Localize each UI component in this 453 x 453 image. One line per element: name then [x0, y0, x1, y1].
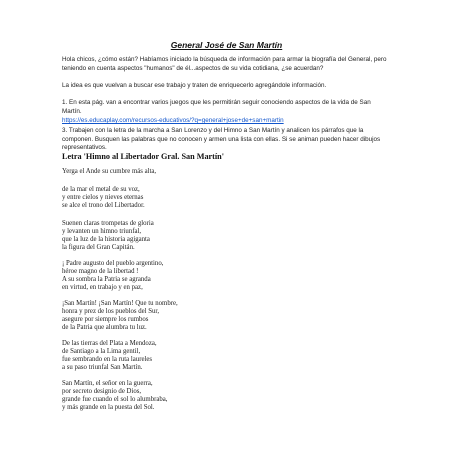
poem-line: de la Patria que alumbra tu luz. — [62, 324, 147, 332]
poem-stanza — [62, 380, 392, 412]
poem-line: Yerga el Ande su cumbre más alta, — [62, 168, 157, 175]
poem-line: en virtud, en trabajo y en paz, — [62, 284, 143, 292]
item-1-paragraph: 1. En esta pág. van a encontrar varios juegos que les permitirán seguir conociendo aspectos de la vida de San Martín. — [62, 99, 371, 115]
poem-line: A su sombra la Patria se agranda — [62, 276, 151, 284]
poem-line: San Martín, el señor en la guerra, — [62, 380, 153, 387]
intro-paragraph: Hola chicos, ¿cómo están? Habíamos iniciado la búsqueda de información para armar la biografía del General, pero teniendo en cuenta aspectos "humanos" de él...aspectos de su vida cotidiana, ¿se acuerdan? — [62, 56, 387, 72]
poem-title: Letra 'Himno al Libertador Gral. San Martín' — [62, 152, 224, 161]
poem-line: asegure por siempre los rumbos — [62, 316, 149, 324]
poem-line: y levanten un himno triunfal, — [62, 228, 142, 236]
poem-line: De las tierras del Plata a Mendoza, — [62, 340, 157, 347]
poem-stanza — [62, 168, 392, 176]
poem-line: honra y prez de los pueblos del Sur, — [62, 308, 160, 316]
poem-line: que la luz de la historia agiganta — [62, 236, 150, 244]
item-3-paragraph: 3. Trabajen con la letra de la marcha a San Lorenzo y del Himno a San Martín y analicen los párrafos que la componen. Busquen las palabras que no conocen y armen una lista con ellas. Si se animan pueden hacer dibujos representativos. — [62, 127, 381, 152]
poem-line: ¡San Martín! ¡San Martín! Que tu nombre, — [62, 300, 178, 307]
poem-line: por secreto designio de Dios, — [62, 388, 142, 396]
idea-paragraph: La idea es que vuelvan a buscar ese trabajo y traten de enriquecerlo agregándole información. — [62, 82, 327, 89]
poem-line: se alce el trono del Libertador. — [62, 202, 145, 210]
poem-stanza — [62, 340, 392, 372]
poem-line: grande fue cuando el sol lo alumbraba, — [62, 396, 168, 404]
poem-stanza — [62, 260, 392, 292]
poem-line: de la mar el metal de su voz, — [62, 186, 140, 193]
educaplay-link[interactable]: https://es.educaplay.com/recursos-educativos/?q=general+jose+de+san+martin — [62, 117, 284, 124]
poem-line: Suenen claras trompetas de gloria — [62, 220, 154, 227]
poem-line: héroe magno de la libertad ! — [62, 268, 139, 276]
poem-stanza — [62, 220, 392, 252]
document-title: General José de San Martín — [170, 40, 283, 50]
poem-line: y entre cielos y nieves eternas — [62, 194, 144, 202]
poem-line: ¡ Padre augusto del pueblo argentino, — [62, 260, 164, 267]
poem-stanza — [62, 186, 392, 210]
poem-line: y más grande en la puesta del Sol. — [62, 404, 155, 412]
poem-line: a su paso triunfal San Martín. — [62, 364, 143, 372]
poem-line: fue sembrando en la ruta laureles — [62, 356, 153, 364]
poem-line: de Santiago a la Lima gentil, — [62, 348, 141, 356]
poem-stanza — [62, 300, 392, 332]
poem-line: la figura del Gran Capitán. — [62, 244, 135, 252]
